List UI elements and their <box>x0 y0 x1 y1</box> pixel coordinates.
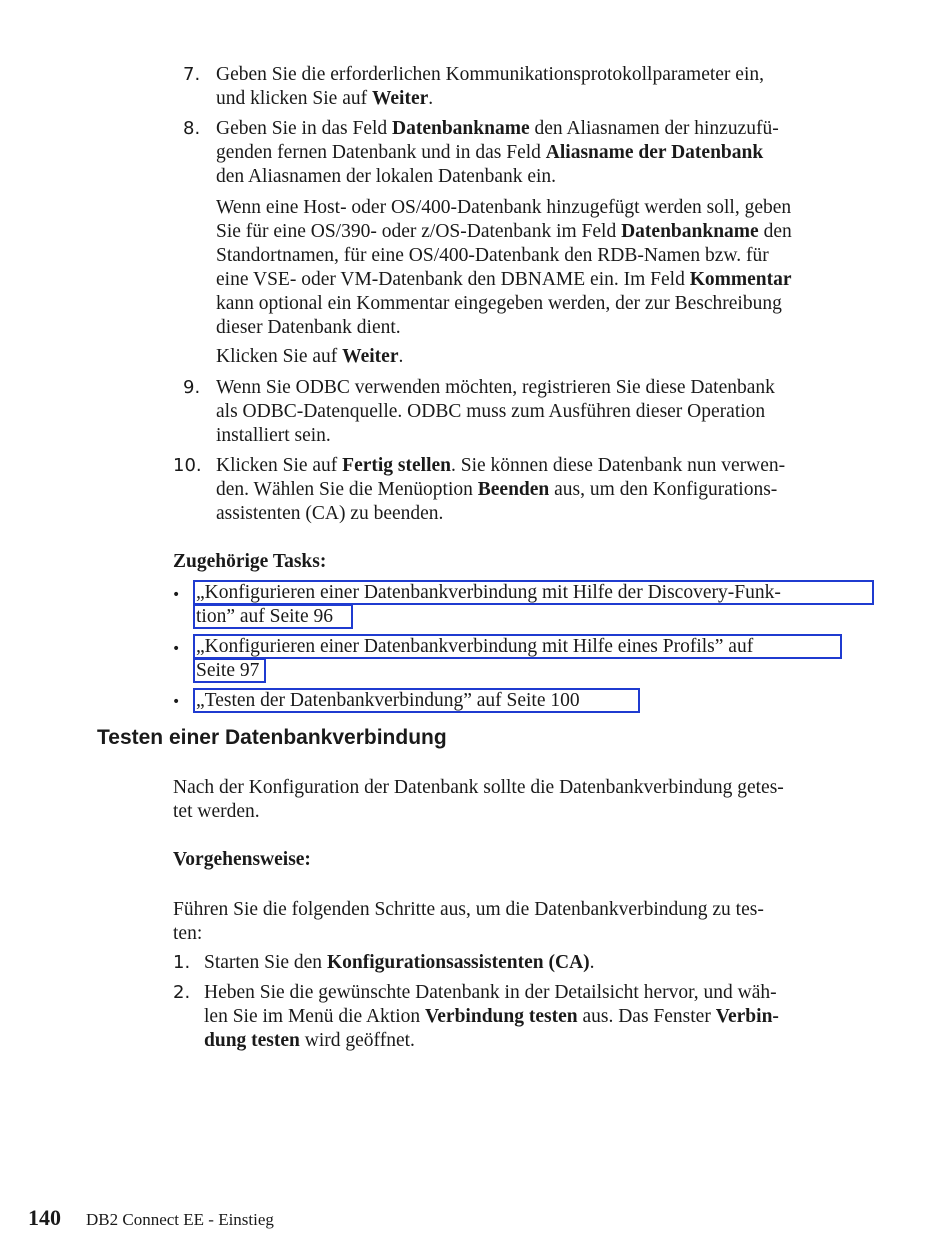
text-line: genden fernen Datenbank und in das Feld Aliasname der Datenbank <box>216 142 764 163</box>
text-line: und klicken Sie auf Weiter. <box>216 88 434 109</box>
text-line: tet werden. <box>173 801 260 822</box>
bold-term: Beenden <box>477 479 550 500</box>
text-line: Wenn Sie ODBC verwenden möchten, registrieren Sie diese Datenbank <box>216 377 775 398</box>
text-line: Wenn eine Host- oder OS/400-Datenbank hinzugefügt werden soll, geben <box>216 197 792 218</box>
text-line: dung testen wird geöffnet. <box>204 1030 415 1051</box>
related-link-discovery-cont[interactable]: tion” auf Seite 96 <box>193 604 353 629</box>
text-line: Geben Sie die erforderlichen Kommunikationsprotokollparameter ein, <box>216 64 764 85</box>
section-intro <box>173 776 784 824</box>
text-line: Sie für eine OS/390- oder z/OS-Datenbank im Feld Datenbankname den <box>216 221 792 242</box>
procedure-heading: Vorgehensweise: <box>173 849 311 870</box>
bold-term: Aliasname der Datenbank <box>545 142 764 163</box>
footer-title: DB2 Connect EE - Einstieg <box>86 1210 274 1229</box>
bold-term: Datenbankname <box>392 118 530 139</box>
step-9-text <box>216 376 775 448</box>
step-number: 9. <box>183 377 201 398</box>
text-line: Geben Sie in das Feld Datenbankname den Aliasnamen der hinzuzufü- <box>216 118 779 139</box>
text-line: als ODBC-Datenquelle. ODBC muss zum Ausführen dieser Operation <box>216 401 766 422</box>
text-line: Standortnamen, für eine OS/400-Datenbank den RDB-Namen bzw. für <box>216 245 769 266</box>
related-link-profile-cont[interactable]: Seite 97 <box>193 658 266 683</box>
step-number: 7. <box>183 64 201 85</box>
text-line: Klicken Sie auf Weiter. <box>216 346 404 367</box>
bold-term: Fertig stellen <box>342 455 452 476</box>
bold-term: Weiter <box>371 88 429 109</box>
bold-term: Verbin- <box>715 1006 779 1027</box>
page-number: 140 <box>28 1205 61 1230</box>
text-line: Nach der Konfiguration der Datenbank sollte die Datenbankverbindung getes- <box>173 777 784 798</box>
related-tasks-heading: Zugehörige Tasks: <box>173 551 327 572</box>
section-title: Testen einer Datenbankverbindung <box>97 726 447 749</box>
step-8-click-next <box>216 345 403 369</box>
step-8-text <box>216 117 779 189</box>
text-line: Klicken Sie auf Fertig stellen. Sie können diese Datenbank nun verwen- <box>216 455 786 476</box>
related-link-discovery[interactable]: „Konfigurieren einer Datenbankverbindung mit Hilfe der Discovery-Funk- <box>193 580 874 605</box>
text-line: den Aliasnamen der lokalen Datenbank ein. <box>216 166 557 187</box>
related-link-profile[interactable]: „Konfigurieren einer Datenbankverbindung mit Hilfe eines Profils” auf <box>193 634 842 659</box>
step-number: 10. <box>173 455 202 476</box>
text-line: Führen Sie die folgenden Schritte aus, um die Datenbankverbindung zu tes- <box>173 899 764 920</box>
step-number: 2. <box>173 982 191 1003</box>
bold-term: Verbindung testen <box>424 1006 578 1027</box>
text-line: Heben Sie die gewünschte Datenbank in der Detailsicht hervor, und wäh- <box>204 982 777 1003</box>
text-line: assistenten (CA) zu beenden. <box>216 503 444 524</box>
procedure-step-1 <box>204 951 595 975</box>
procedure-intro <box>173 898 764 946</box>
text-line: installiert sein. <box>216 425 331 446</box>
text-line: len Sie im Menü die Aktion Verbindung testen aus. Das Fenster Verbin- <box>204 1006 779 1027</box>
step-number: 8. <box>183 118 201 139</box>
step-8-host-paragraph <box>216 196 792 340</box>
text-line: den. Wählen Sie die Menüoption Beenden aus, um den Konfigurations- <box>216 479 778 500</box>
step-10-text <box>216 454 785 526</box>
bullet: • <box>172 694 181 710</box>
bold-term: Weiter <box>342 346 399 367</box>
bold-term: dung testen <box>204 1030 300 1051</box>
procedure-step-2 <box>204 981 779 1053</box>
step-7-text <box>216 63 764 111</box>
bold-term: Konfigurationsassistenten (CA) <box>326 952 590 973</box>
text-line: Starten Sie den Konfigurationsassistenten (CA). <box>204 952 595 973</box>
text-line: kann optional ein Kommentar eingegeben werden, der zur Beschreibung <box>216 293 782 314</box>
text-line: ten: <box>173 923 203 944</box>
related-link-test[interactable]: „Testen der Datenbankverbindung” auf Seite 100 <box>193 688 640 713</box>
bullet: • <box>172 587 181 603</box>
step-number: 1. <box>173 952 191 973</box>
text-line: dieser Datenbank dient. <box>216 317 401 338</box>
bold-term: Datenbankname <box>621 221 759 242</box>
bold-term: Kommentar <box>689 269 792 290</box>
text-line: eine VSE- oder VM-Datenbank den DBNAME ein. Im Feld Kommentar <box>216 269 792 290</box>
bullet: • <box>172 641 181 657</box>
